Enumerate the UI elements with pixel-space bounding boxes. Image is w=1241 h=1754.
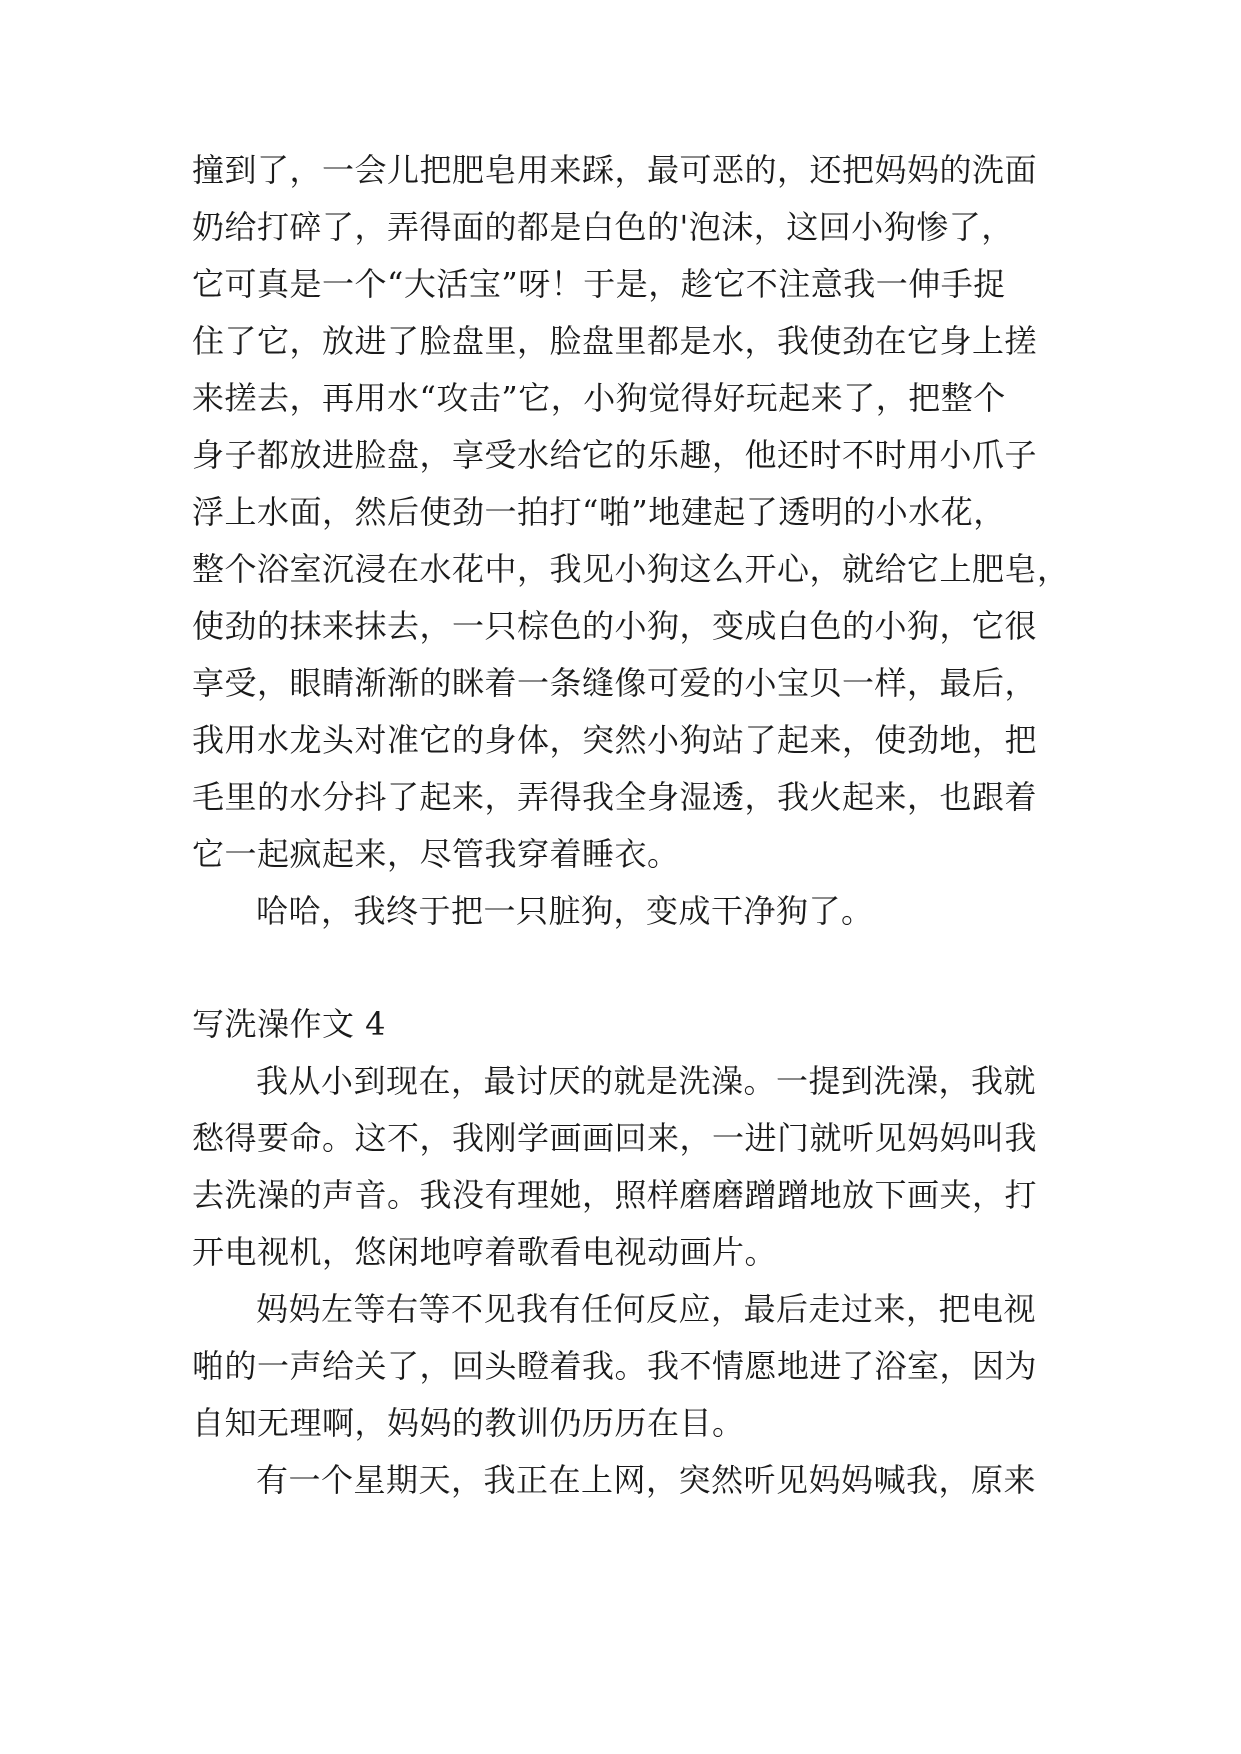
text-line: 开电视机，悠闲地哼着歌看电视动画片。 [192,1233,778,1271]
text-line: 使劲的抹来抹去，一只棕色的小狗，变成白色的小狗，它很 [192,607,1038,645]
text-line: 浮上水面，然后使劲一拍打“啪”地建起了透明的小水花， [192,493,1006,531]
text-line: 撞到了，一会儿把肥皂用来踩，最可恶的，还把妈妈的洗面 [192,151,1038,189]
text-line: 啪的一声给关了，回头瞪着我。我不情愿地进了浴室，因为 [192,1347,1038,1385]
paragraph-first-line: 有一个星期天，我正在上网，突然听见妈妈喊我，原来 [256,1461,1037,1499]
text-line: 毛里的水分抖了起来，弄得我全身湿透，我火起来，也跟着 [192,778,1038,816]
text-line: 愁得要命。这不，我刚学画画回来，一进门就听见妈妈叫我 [192,1119,1038,1157]
section-heading: 写洗澡作文 4 [192,1005,387,1043]
text-line: 我用水龙头对准它的身体，突然小狗站了起来，使劲地，把 [192,721,1038,759]
paragraph-first-line: 妈妈左等右等不见我有任何反应，最后走过来，把电视 [256,1290,1037,1328]
text-line: 享受，眼睛渐渐的眯着一条缝像可爱的小宝贝一样，最后， [192,664,1038,702]
text-line: 奶给打碎了，弄得面的都是白色的'泡沫，这回小狗惨了， [192,208,1014,246]
text-line: 住了它，放进了脸盘里，脸盘里都是水，我使劲在它身上搓 [192,322,1038,360]
paragraph-first-line: 哈哈，我终于把一只脏狗，变成干净狗了。 [256,892,874,930]
text-line: 自知无理啊，妈妈的教训仍历历在目。 [192,1404,745,1442]
text-line: 去洗澡的声音。我没有理她，照样磨磨蹭蹭地放下画夹，打 [192,1176,1038,1214]
text-line: 它可真是一个“大活宝”呀！于是，趁它不注意我一伸手捉 [192,265,1006,303]
paragraph-first-line: 我从小到现在，最讨厌的就是洗澡。一提到洗澡，我就 [256,1062,1037,1100]
text-line: 来搓去，再用水“攻击”它，小狗觉得好玩起来了，把整个 [192,379,1006,417]
text-line: 它一起疯起来，尽管我穿着睡衣。 [192,835,680,873]
text-line: 身子都放进脸盘，享受水给它的乐趣，他还时不时用小爪子 [192,436,1038,474]
text-line: 整个浴室沉浸在水花中，我见小狗这么开心，就给它上肥皂， [192,550,1070,588]
